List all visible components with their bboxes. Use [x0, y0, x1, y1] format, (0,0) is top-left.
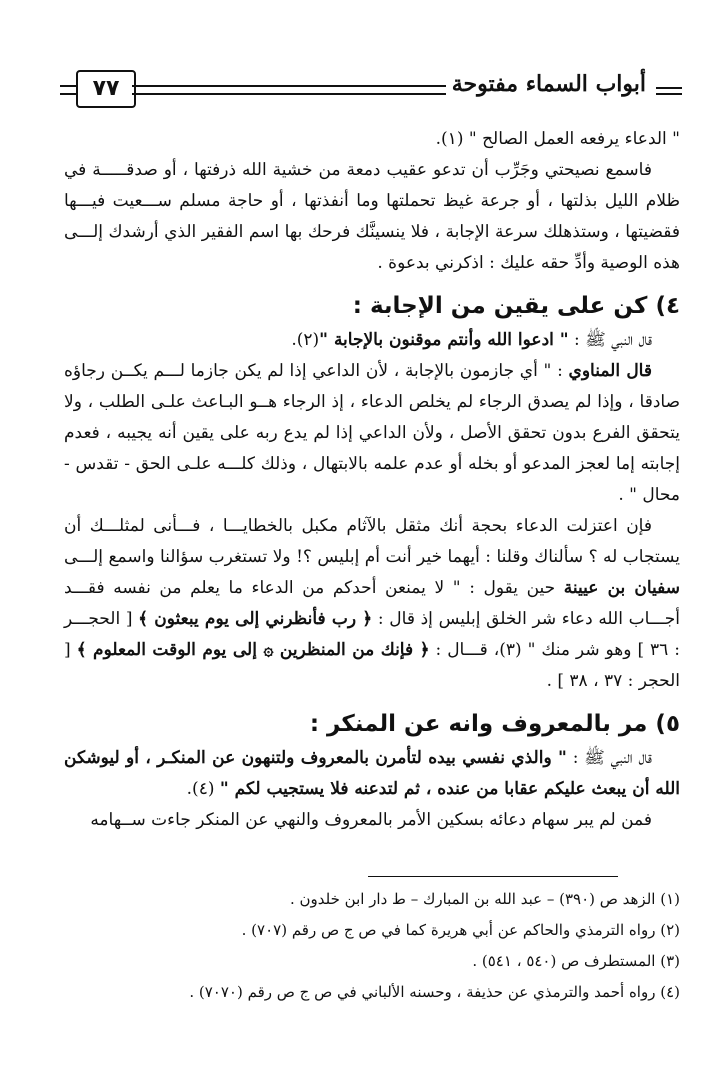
page-number: ٧٧ [76, 70, 136, 108]
verse-2: ﴿ فإنك من المنظرين ۞ إلى يوم الوقت المعلوم ﴾ [76, 640, 430, 660]
running-title: أبواب السماء مفتوحة [446, 71, 652, 97]
section-4-iblis [64, 511, 680, 697]
section-5-hadith [64, 743, 680, 805]
munawi-name: قال المناوي [568, 361, 652, 381]
footnote-ref: (٢). [291, 330, 320, 350]
footnote-ref: (٤). [186, 779, 220, 799]
footnote-1: (١) الزهد ص (٣٩٠) – عبد الله بن المبارك – ط دار ابن خلدون . [289, 890, 680, 908]
paragraph-1: " الدعاء يرفعه العمل الصالح " (١). [435, 129, 680, 149]
munawi-text: : " أي جازمون بالإجابة ، لأن الداعي إذا لم يكن جازما لـــم يكــن رجاؤه صادقا ، وإذا لم يصدق الرجاء لم يخلص الدعاء ، إذ الرجاء هــو البـاعث علـى الطلب ، ولا يتحقق الفرع بدون تحقق الأصل ، ولأن الداعي إذا لم يدع ربه على يقين أنه يجيبه ، فعدم إجابته إما لعجز المدعو أو بخله أو عدم علمه بالابتهال ، وذلك كلـــه علـى الحق - تقدس - محال " . [64, 361, 680, 505]
iblis-text-b: حين يقول : " لا يمنعن أحدكم من الدعاء ما يعلم من نفسه فقـــد أجـــاب الله دعاء شر الخلق إبليس إذ قال : [64, 578, 680, 629]
footnote-4: (٤) رواه أحمد والترمذي عن حذيفة ، وحسنه الألباني في ص ج ص رقم (٧٠٧٠) . [189, 983, 680, 1001]
header-rule-right [656, 87, 682, 95]
hadith-lead: قال النبي ﷺ : [566, 748, 652, 768]
verse-1: ﴿ رب فأنظرني إلى يوم يبعثون ﴾ [138, 609, 373, 629]
hadith-lead: قال النبي ﷺ : [568, 330, 652, 350]
section-5-text: فمن لم يبر سهام دعائه بسكين الأمر بالمعروف والنهي عن المنكر جاءت ســهامه [90, 810, 652, 830]
verse-1-ref: [ الحجـــر : ٣٦ ] وهو شر منك " (٣)، قـــال : [64, 609, 681, 660]
section-4-hadith [64, 325, 680, 356]
sufyan-name: سفيان بن عيينة [563, 578, 680, 598]
hadith-quote: " والذي نفسي بيده لتأمرن بالمعروف ولتنهون عن المنكـر ، أو ليوشكن الله أن يبعث عليكم عقابا من عنده ، ثم لتدعنه فلا يستجيب لكم " [64, 748, 680, 799]
footnotes [64, 884, 680, 1008]
page-body [64, 124, 680, 836]
section-5-heading: ٥) مر بالمعروف وانه عن المنكر : [309, 711, 680, 737]
footnote-3: (٣) المستطرف ص (٥٤٠ ، ٥٤١) . [472, 952, 680, 970]
header-rule-left [60, 85, 76, 95]
section-4-heading: ٤) كن على يقين من الإجابة : [352, 293, 680, 319]
page-header [60, 68, 682, 110]
hadith-quote: " ادعوا الله وأنتم موقنون بالإجابة " [319, 330, 569, 350]
section-4-munawi [64, 356, 680, 511]
paragraph-2: فاسمع نصيحتي وجَرِّب أن تدعو عقيب دمعة من خشية الله ذرفتها ، أو صدقـــــة في ظلام الليل بذلتها ، أو جرعة غيظ تحملتها وما أنفذتها ، أو حاجة مسلم ســـعيت فيـــها فقضيتها ، وستذهلك سرعة الإجابة ، فلا ينسينَّك فرحك بها اسم الفقير الذي أرشدك إلـــى هذه الوصية وأدِّ حقه عليك : اذكرني بدعوة . [64, 160, 680, 273]
verse-2-ref: [ الحجر : ٣٧ ، ٣٨ ] . [64, 640, 680, 691]
iblis-text-a: فإن اعتزلت الدعاء بحجة أنك مثقل بالآثام مكبل بالخطايـــا ، فـــأنى لمثلـــك أن يستجاب له ؟ سألناك وقلنا : أيهما خير أنت أم إبليس ؟! ولا تستغرب سؤالنا واسمع إلـــى [64, 516, 680, 567]
footnote-separator [368, 876, 618, 877]
footnote-2: (٢) رواه الترمذي والحاكم عن أبي هريرة كما في ص ج ص رقم (٧٠٧) . [241, 921, 680, 939]
